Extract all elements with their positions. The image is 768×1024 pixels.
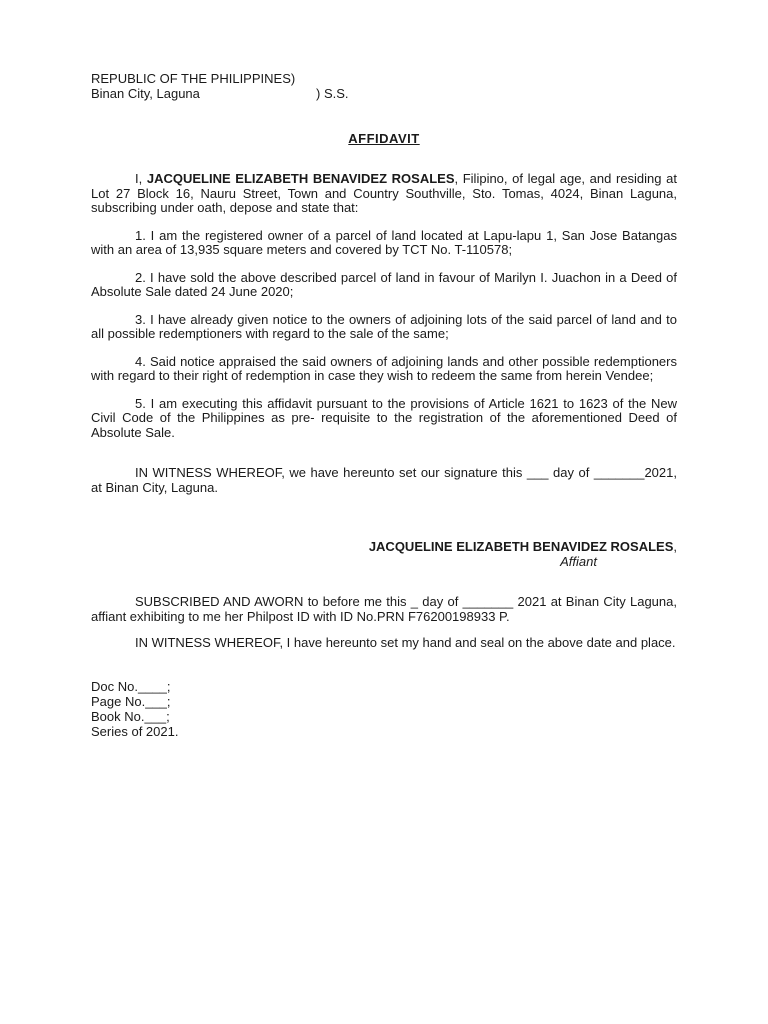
- venue-ss: ) S.S.: [316, 86, 349, 101]
- intro-paragraph: [91, 172, 677, 216]
- intro-prefix: I,: [135, 171, 147, 186]
- signature-name: JACQUELINE ELIZABETH BENAVIDEZ ROSALES: [368, 539, 674, 554]
- document-title: AFFIDAVIT: [348, 131, 420, 146]
- series-year: Series of 2021.: [91, 723, 179, 739]
- doc-number: Doc No.____;: [91, 678, 171, 694]
- venue-block: [91, 71, 677, 101]
- venue-republic: REPUBLIC OF THE PHILIPPINES): [91, 71, 296, 86]
- venue-city: Binan City, Laguna: [91, 86, 200, 101]
- statement-item-4: 4. Said notice appraised the said owners of adjoining lands and other possible redemptioners with regard to their right of redemption in case they wish to redeem the same from herein Vendee;: [91, 353, 677, 383]
- witness-paragraph: IN WITNESS WHEREOF, we have hereunto set our signature this ___ day of _______2021, at Binan City, Laguna.: [91, 465, 677, 495]
- page-number: Page No.___;: [91, 693, 171, 709]
- book-number: Book No.___;: [91, 708, 170, 724]
- signature-role: Affiant: [560, 554, 597, 569]
- statement-item-5: 5. I am executing this affidavit pursuant to the provisions of Article 1621 to 1623 of the New Civil Code of the Philippines as pre- requisite to the registration of the aforementioned Deed of Absolute Sale.: [91, 395, 677, 440]
- signature-block: [91, 539, 677, 569]
- jurat-paragraph: SUBSCRIBED AND AWORN to before me this _ day of _______ 2021 at Binan City Laguna, affiant exhibiting to me her Philpost ID with ID No.PRN F76200198933 P.: [91, 594, 677, 624]
- jurat-witness-paragraph: IN WITNESS WHEREOF, I have hereunto set my hand and seal on the above date and place.: [135, 635, 676, 650]
- signature-line: [91, 539, 677, 554]
- signature-comma: ,: [673, 539, 677, 554]
- statement-item-1: 1. I am the registered owner of a parcel of land located at Lapu-lapu 1, San Jose Batangas with an area of 13,935 square meters and covered by TCT No. T-110578;: [91, 227, 677, 257]
- affidavit-document: [91, 71, 677, 739]
- affiant-name: JACQUELINE ELIZABETH BENAVIDEZ ROSALES: [146, 171, 455, 186]
- notarial-register-block: [91, 679, 677, 739]
- statement-item-2: 2. I have sold the above described parcel of land in favour of Marilyn I. Juachon in a Deed of Absolute Sale dated 24 June 2020;: [91, 269, 677, 299]
- intro-rest: , Filipino, of legal age, and residing at Lot 27 Block 16, Nauru Street, Town and Country Southville, Sto. Tomas, 4024, Binan Laguna, subscribing under oath, depose and state that:: [91, 171, 677, 215]
- statement-item-3: 3. I have already given notice to the owners of adjoining lots of the said parcel of land and to all possible redemptioners with regard to the sale of the same;: [91, 311, 677, 341]
